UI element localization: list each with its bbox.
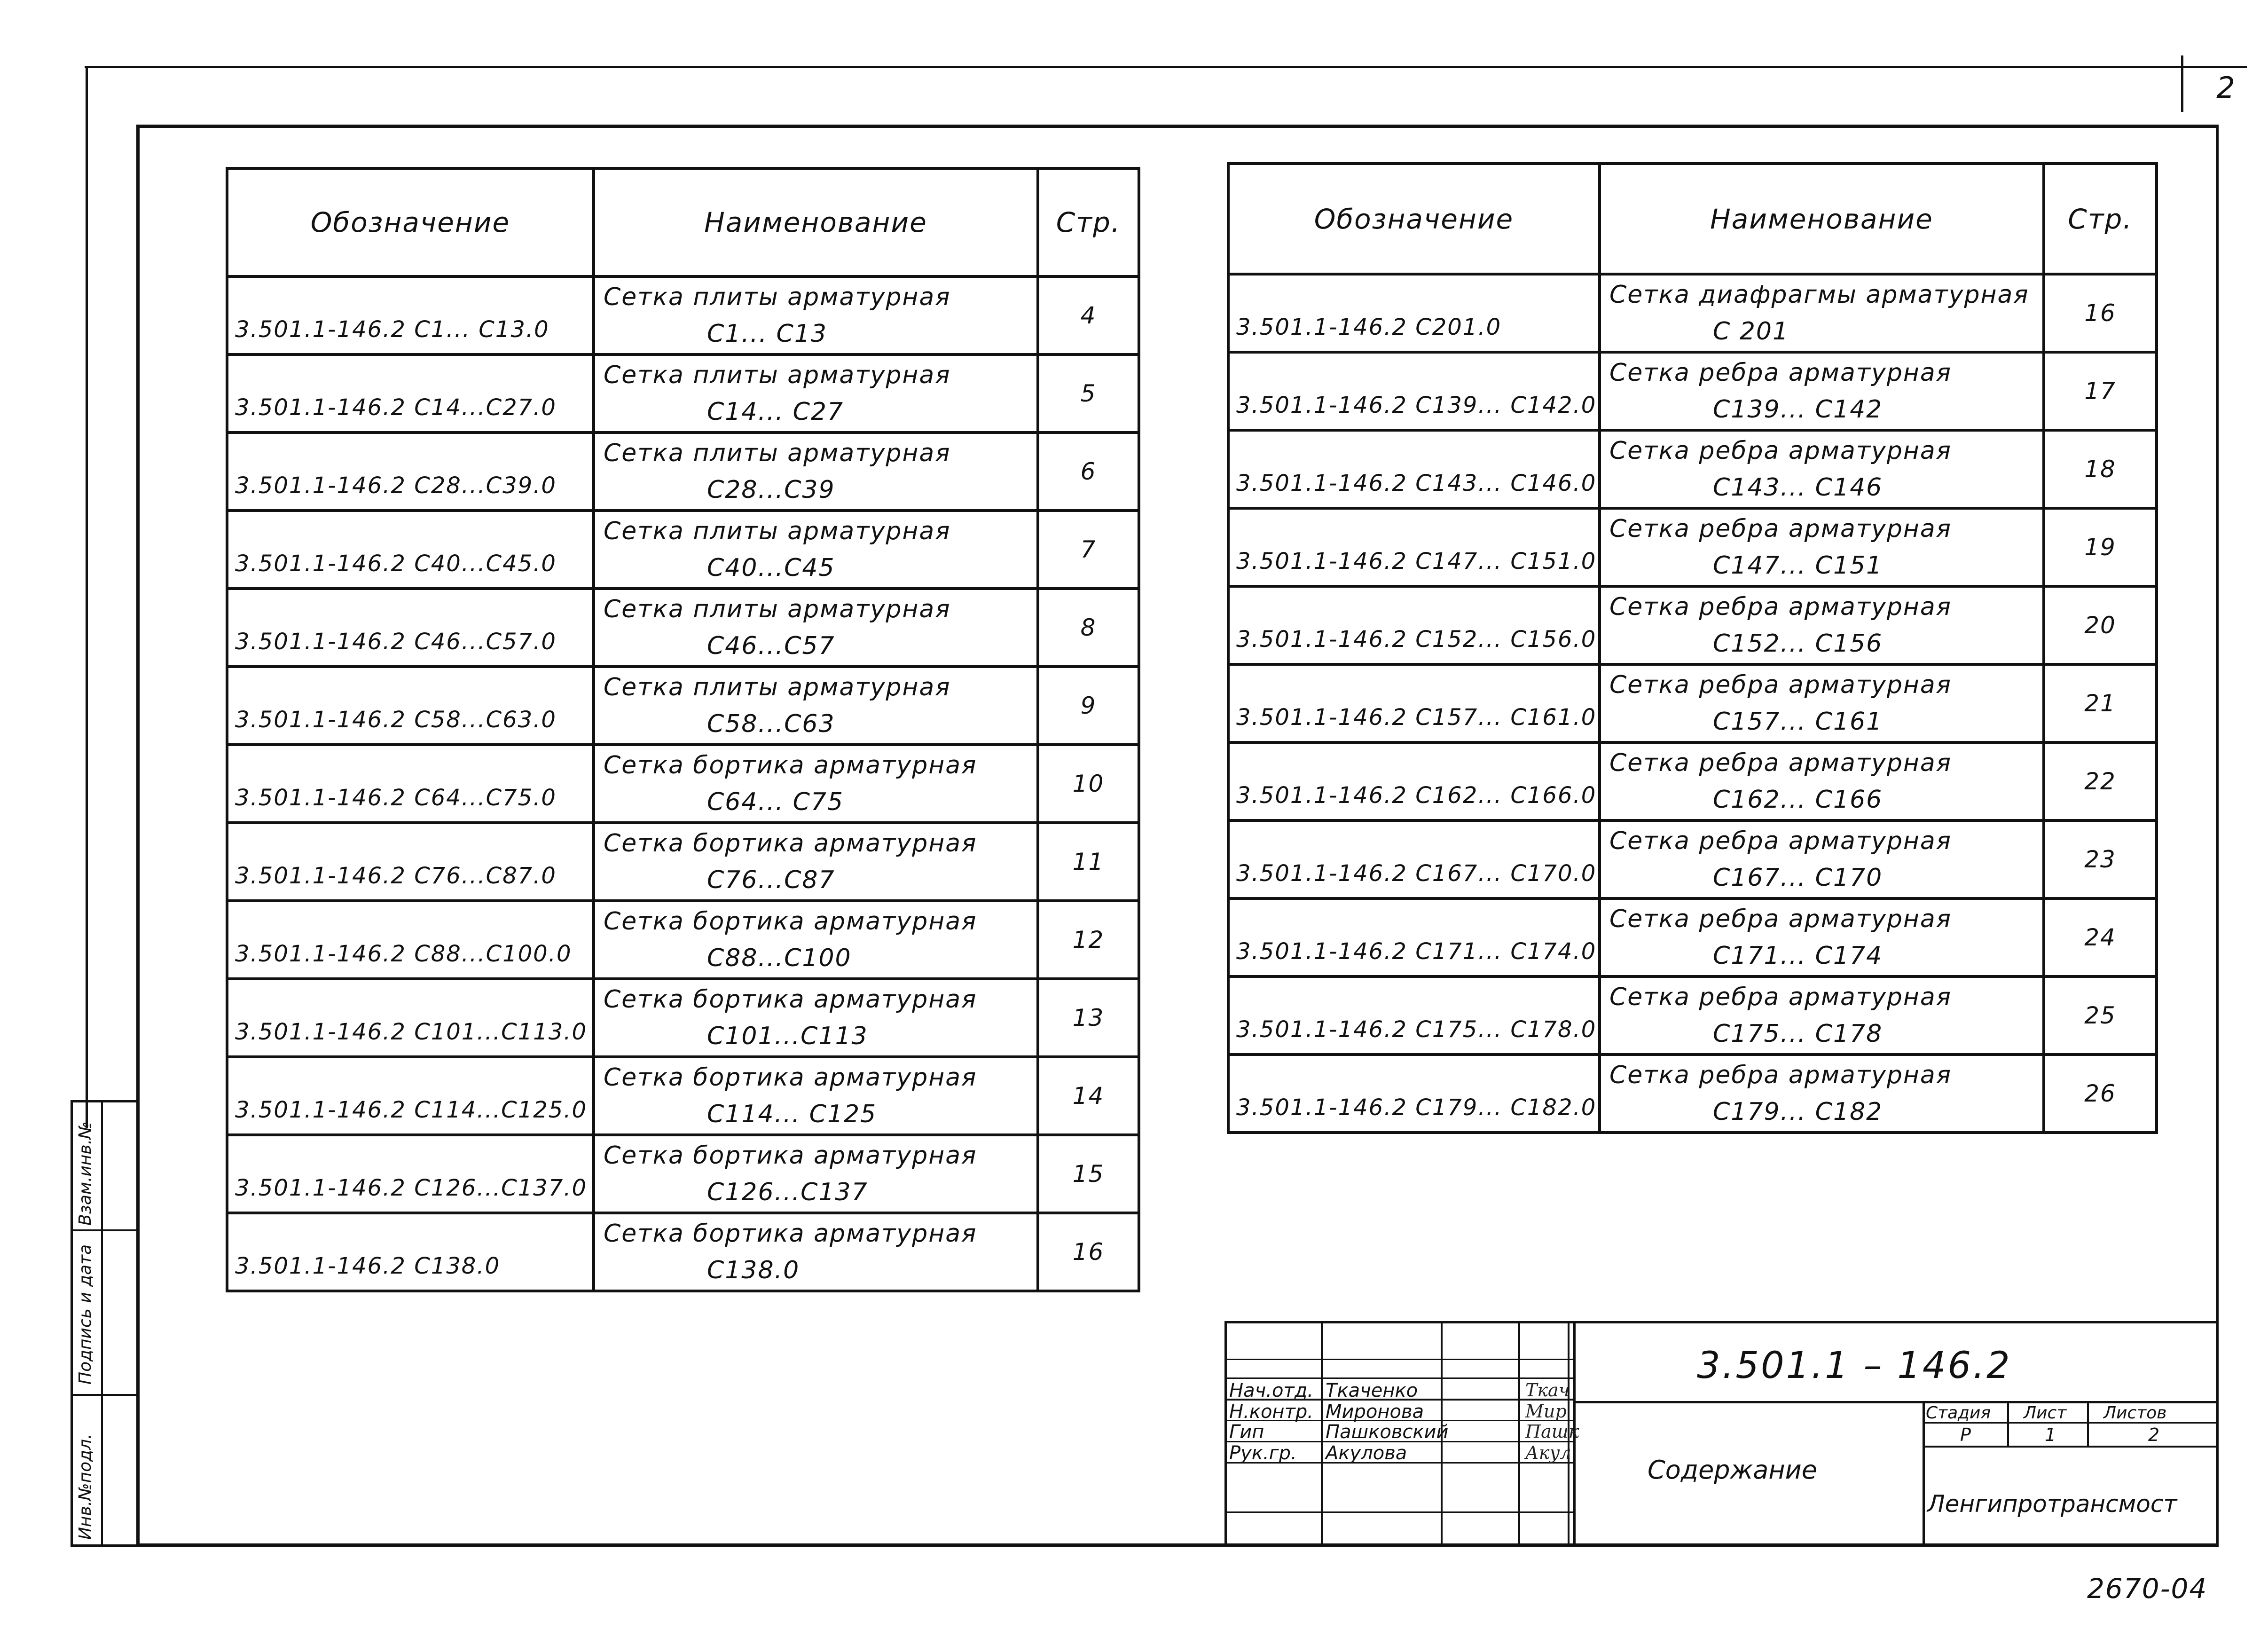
row-name-line2: С14... С27: [707, 398, 844, 426]
row-code: 3.501.1-146.2 С101...С113.0: [227, 979, 594, 1057]
row-code: 3.501.1-146.2 С28...С39.0: [227, 433, 594, 511]
side-stamp: [71, 1100, 136, 1547]
row-page: 26: [2044, 1055, 2157, 1133]
table-row: [1228, 820, 2157, 898]
row-name-line2: С76...С87: [707, 866, 835, 894]
row-code: 3.501.1-146.2 С152... С156.0: [1228, 586, 1600, 664]
row-name: [594, 1135, 1038, 1213]
row-name-line1: Сетка бортика арматурная: [604, 985, 977, 1014]
sheets-header: Листов: [2103, 1403, 2167, 1423]
table-row: [227, 901, 1139, 979]
right-contents-table: [1227, 162, 2158, 1134]
row-name-line1: Сетка плиты арматурная: [604, 595, 951, 623]
row-name-line1: Сетка ребра арматурная: [1609, 671, 1952, 699]
table-row: [1228, 664, 2157, 742]
row-name-line2: С 201: [1713, 317, 1789, 346]
row-name-line2: С157... С161: [1713, 708, 1883, 736]
row-code: 3.501.1-146.2 С114...С125.0: [227, 1057, 594, 1135]
row-name-line1: Сетка плиты арматурная: [604, 283, 951, 311]
row-name-line2: С114... С125: [707, 1100, 877, 1128]
row-name: [1600, 352, 2044, 430]
row-name-line2: С167... С170: [1713, 864, 1883, 892]
row-name-line1: Сетка ребра арматурная: [1609, 905, 1952, 933]
sheet-header: Лист: [2024, 1403, 2067, 1423]
row-name: [594, 901, 1038, 979]
row-name-line1: Сетка ребра арматурная: [1609, 827, 1952, 855]
row-name-line2: С64... С75: [707, 788, 844, 816]
row-name-line2: С143... С146: [1713, 473, 1883, 502]
row-name: [594, 979, 1038, 1057]
title-block: [1224, 1321, 2219, 1547]
left-contents-table: [226, 167, 1140, 1292]
row-page: 14: [1038, 1057, 1139, 1135]
row-code: 3.501.1-146.2 С147... С151.0: [1228, 508, 1600, 586]
row-name-line1: Сетка ребра арматурная: [1609, 983, 1952, 1011]
row-name-line2: С40...С45: [707, 554, 835, 582]
table-row: [227, 589, 1139, 667]
row-code: 3.501.1-146.2 С1... С13.0: [227, 276, 594, 354]
row-name: [594, 1213, 1038, 1291]
row-name-line2: С28...С39: [707, 476, 835, 504]
row-name: [1600, 898, 2044, 976]
row-name-line2: С58...С63: [707, 710, 835, 738]
row-page: 17: [2044, 352, 2157, 430]
page-number-box: [2181, 55, 2183, 112]
row-name-line2: С175... С178: [1713, 1020, 1883, 1048]
row-name-line2: С171... С174: [1713, 942, 1883, 970]
staff-role: Рук.гр.: [1229, 1442, 1297, 1464]
table-row: [227, 823, 1139, 901]
row-name: [1600, 742, 2044, 820]
row-name: [594, 511, 1038, 589]
row-name: [1600, 664, 2044, 742]
row-name: [1600, 586, 2044, 664]
row-name-line1: Сетка ребра арматурная: [1609, 515, 1952, 543]
row-name-line1: Сетка плиты арматурная: [604, 361, 951, 389]
table-row: [1228, 352, 2157, 430]
header-page: Стр.: [1038, 168, 1139, 276]
side-label-replace: Взам.инв.№: [76, 1121, 95, 1226]
stage-value: Р: [1960, 1425, 1971, 1445]
side-label-signature: Подпись и дата: [76, 1244, 95, 1385]
row-code: 3.501.1-146.2 С40...С45.0: [227, 511, 594, 589]
side-label-inv: Инв.№подл.: [76, 1433, 95, 1540]
table-row: [227, 511, 1139, 589]
sheet-title: Содержание: [1648, 1455, 1817, 1485]
row-name-line1: Сетка ребра арматурная: [1609, 437, 1952, 465]
row-code: 3.501.1-146.2 С138.0: [227, 1213, 594, 1291]
table-row: [1228, 586, 2157, 664]
staff-role: Н.контр.: [1229, 1401, 1313, 1423]
row-page: 19: [2044, 508, 2157, 586]
row-code: 3.501.1-146.2 С143... С146.0: [1228, 430, 1600, 508]
row-name: [594, 354, 1038, 433]
row-name-line1: Сетка бортика арматурная: [604, 1141, 977, 1170]
row-page: 21: [2044, 664, 2157, 742]
row-name-line2: С1... С13: [707, 320, 827, 348]
row-code: 3.501.1-146.2 С14...С27.0: [227, 354, 594, 433]
table-row: [227, 745, 1139, 823]
row-name-line1: Сетка бортика арматурная: [604, 829, 977, 858]
row-code: 3.501.1-146.2 С46...С57.0: [227, 589, 594, 667]
row-page: 11: [1038, 823, 1139, 901]
row-name: [1600, 1055, 2044, 1133]
row-name-line2: С179... С182: [1713, 1098, 1883, 1126]
page-number: 2: [2216, 71, 2235, 105]
row-code: 3.501.1-146.2 С162... С166.0: [1228, 742, 1600, 820]
row-name: [594, 1057, 1038, 1135]
header-page: Стр.: [2044, 164, 2157, 274]
table-row: [1228, 898, 2157, 976]
table-row: [1228, 430, 2157, 508]
row-name-line2: С162... С166: [1713, 786, 1883, 814]
row-code: 3.501.1-146.2 С175... С178.0: [1228, 976, 1600, 1055]
stage-header: Стадия: [1926, 1403, 1991, 1423]
staff-signature: Ткач: [1525, 1380, 1570, 1401]
sheet-value: 1: [2045, 1425, 2056, 1445]
row-name-line2: С126...С137: [707, 1178, 868, 1206]
row-name-line1: Сетка бортика арматурная: [604, 1063, 977, 1092]
row-page: 5: [1038, 354, 1139, 433]
row-name-line1: Сетка плиты арматурная: [604, 673, 951, 701]
row-name-line2: С46...С57: [707, 632, 835, 660]
table-row: [227, 979, 1139, 1057]
left-table-body: [227, 276, 1139, 1291]
table-row: [1228, 976, 2157, 1055]
staff-role: Нач.отд.: [1229, 1380, 1314, 1401]
staff-name: Пашковский: [1326, 1421, 1449, 1443]
row-code: 3.501.1-146.2 С58...С63.0: [227, 667, 594, 745]
row-name: [594, 745, 1038, 823]
row-name-line1: Сетка плиты арматурная: [604, 517, 951, 545]
row-name-line1: Сетка ребра арматурная: [1609, 593, 1952, 621]
row-name-line1: Сетка ребра арматурная: [1609, 749, 1952, 777]
row-page: 16: [1038, 1213, 1139, 1291]
row-code: 3.501.1-146.2 С167... С170.0: [1228, 820, 1600, 898]
table-row: [227, 1135, 1139, 1213]
row-page: 18: [2044, 430, 2157, 508]
row-code: 3.501.1-146.2 С171... С174.0: [1228, 898, 1600, 976]
table-row: [227, 667, 1139, 745]
left-margin-line: [86, 66, 88, 1128]
row-page: 9: [1038, 667, 1139, 745]
row-code: 3.501.1-146.2 С201.0: [1228, 274, 1600, 352]
row-name-line1: Сетка бортика арматурная: [604, 751, 977, 779]
row-name-line1: Сетка бортика арматурная: [604, 1220, 977, 1248]
table-row: [1228, 742, 2157, 820]
staff-name: Акулова: [1326, 1442, 1407, 1464]
organization: Ленгипротрансмост: [1927, 1490, 2177, 1518]
row-page: 23: [2044, 820, 2157, 898]
row-name-line2: С139... С142: [1713, 395, 1883, 424]
row-name-line2: С152... С156: [1713, 630, 1883, 658]
table-row: [227, 1213, 1139, 1291]
header-code: Обозначение: [227, 168, 594, 276]
row-name: [1600, 430, 2044, 508]
doc-code: 3.501.1 – 146.2: [1697, 1345, 2012, 1387]
table-row: [227, 276, 1139, 354]
table-row: [1228, 508, 2157, 586]
staff-name: Миронова: [1326, 1401, 1424, 1423]
row-name-line2: С138.0: [707, 1256, 800, 1284]
row-name: [1600, 274, 2044, 352]
row-code: 3.501.1-146.2 С139... С142.0: [1228, 352, 1600, 430]
row-name: [1600, 976, 2044, 1055]
row-page: 7: [1038, 511, 1139, 589]
table-row: [227, 354, 1139, 433]
table-row: [1228, 1055, 2157, 1133]
footer-number: 2670-04: [2087, 1573, 2208, 1605]
row-name-line1: Сетка ребра арматурная: [1609, 1061, 1952, 1089]
row-page: 16: [2044, 274, 2157, 352]
row-page: 4: [1038, 276, 1139, 354]
row-code: 3.501.1-146.2 С64...С75.0: [227, 745, 594, 823]
row-name-line1: Сетка бортика арматурная: [604, 907, 977, 936]
row-page: 24: [2044, 898, 2157, 976]
row-name-line2: С88...С100: [707, 944, 852, 972]
row-name: [1600, 820, 2044, 898]
staff-signature: Акул: [1525, 1442, 1571, 1463]
row-page: 15: [1038, 1135, 1139, 1213]
staff-role: Гип: [1229, 1421, 1264, 1443]
row-code: 3.501.1-146.2 С88...С100.0: [227, 901, 594, 979]
header-code: Обозначение: [1228, 164, 1600, 274]
row-page: 13: [1038, 979, 1139, 1057]
row-page: 12: [1038, 901, 1139, 979]
row-name: [594, 276, 1038, 354]
row-page: 25: [2044, 976, 2157, 1055]
table-row: [227, 1057, 1139, 1135]
table-row: [1228, 274, 2157, 352]
right-table-body: [1228, 274, 2157, 1133]
row-name-line1: Сетка диафрагмы арматурная: [1609, 281, 2029, 309]
row-name-line2: С147... С151: [1713, 551, 1883, 580]
row-page: 20: [2044, 586, 2157, 664]
top-border-line: [85, 66, 2247, 68]
row-name: [594, 667, 1038, 745]
header-name: Наименование: [1600, 164, 2044, 274]
row-page: 6: [1038, 433, 1139, 511]
row-page: 8: [1038, 589, 1139, 667]
row-code: 3.501.1-146.2 С157... С161.0: [1228, 664, 1600, 742]
row-name: [594, 433, 1038, 511]
row-code: 3.501.1-146.2 С179... С182.0: [1228, 1055, 1600, 1133]
row-name-line1: Сетка плиты арматурная: [604, 439, 951, 467]
row-page: 10: [1038, 745, 1139, 823]
row-page: 22: [2044, 742, 2157, 820]
row-name-line2: С101...С113: [707, 1022, 868, 1050]
row-name: [594, 589, 1038, 667]
row-code: 3.501.1-146.2 С76...С87.0: [227, 823, 594, 901]
row-name: [594, 823, 1038, 901]
sheets-value: 2: [2148, 1425, 2160, 1445]
row-name: [1600, 508, 2044, 586]
staff-signature: Мир: [1525, 1401, 1567, 1422]
staff-signature: Пашк: [1525, 1421, 1579, 1442]
row-name-line1: Сетка ребра арматурная: [1609, 359, 1952, 387]
table-row: [227, 433, 1139, 511]
row-code: 3.501.1-146.2 С126...С137.0: [227, 1135, 594, 1213]
staff-name: Ткаченко: [1326, 1380, 1418, 1401]
header-name: Наименование: [594, 168, 1038, 276]
